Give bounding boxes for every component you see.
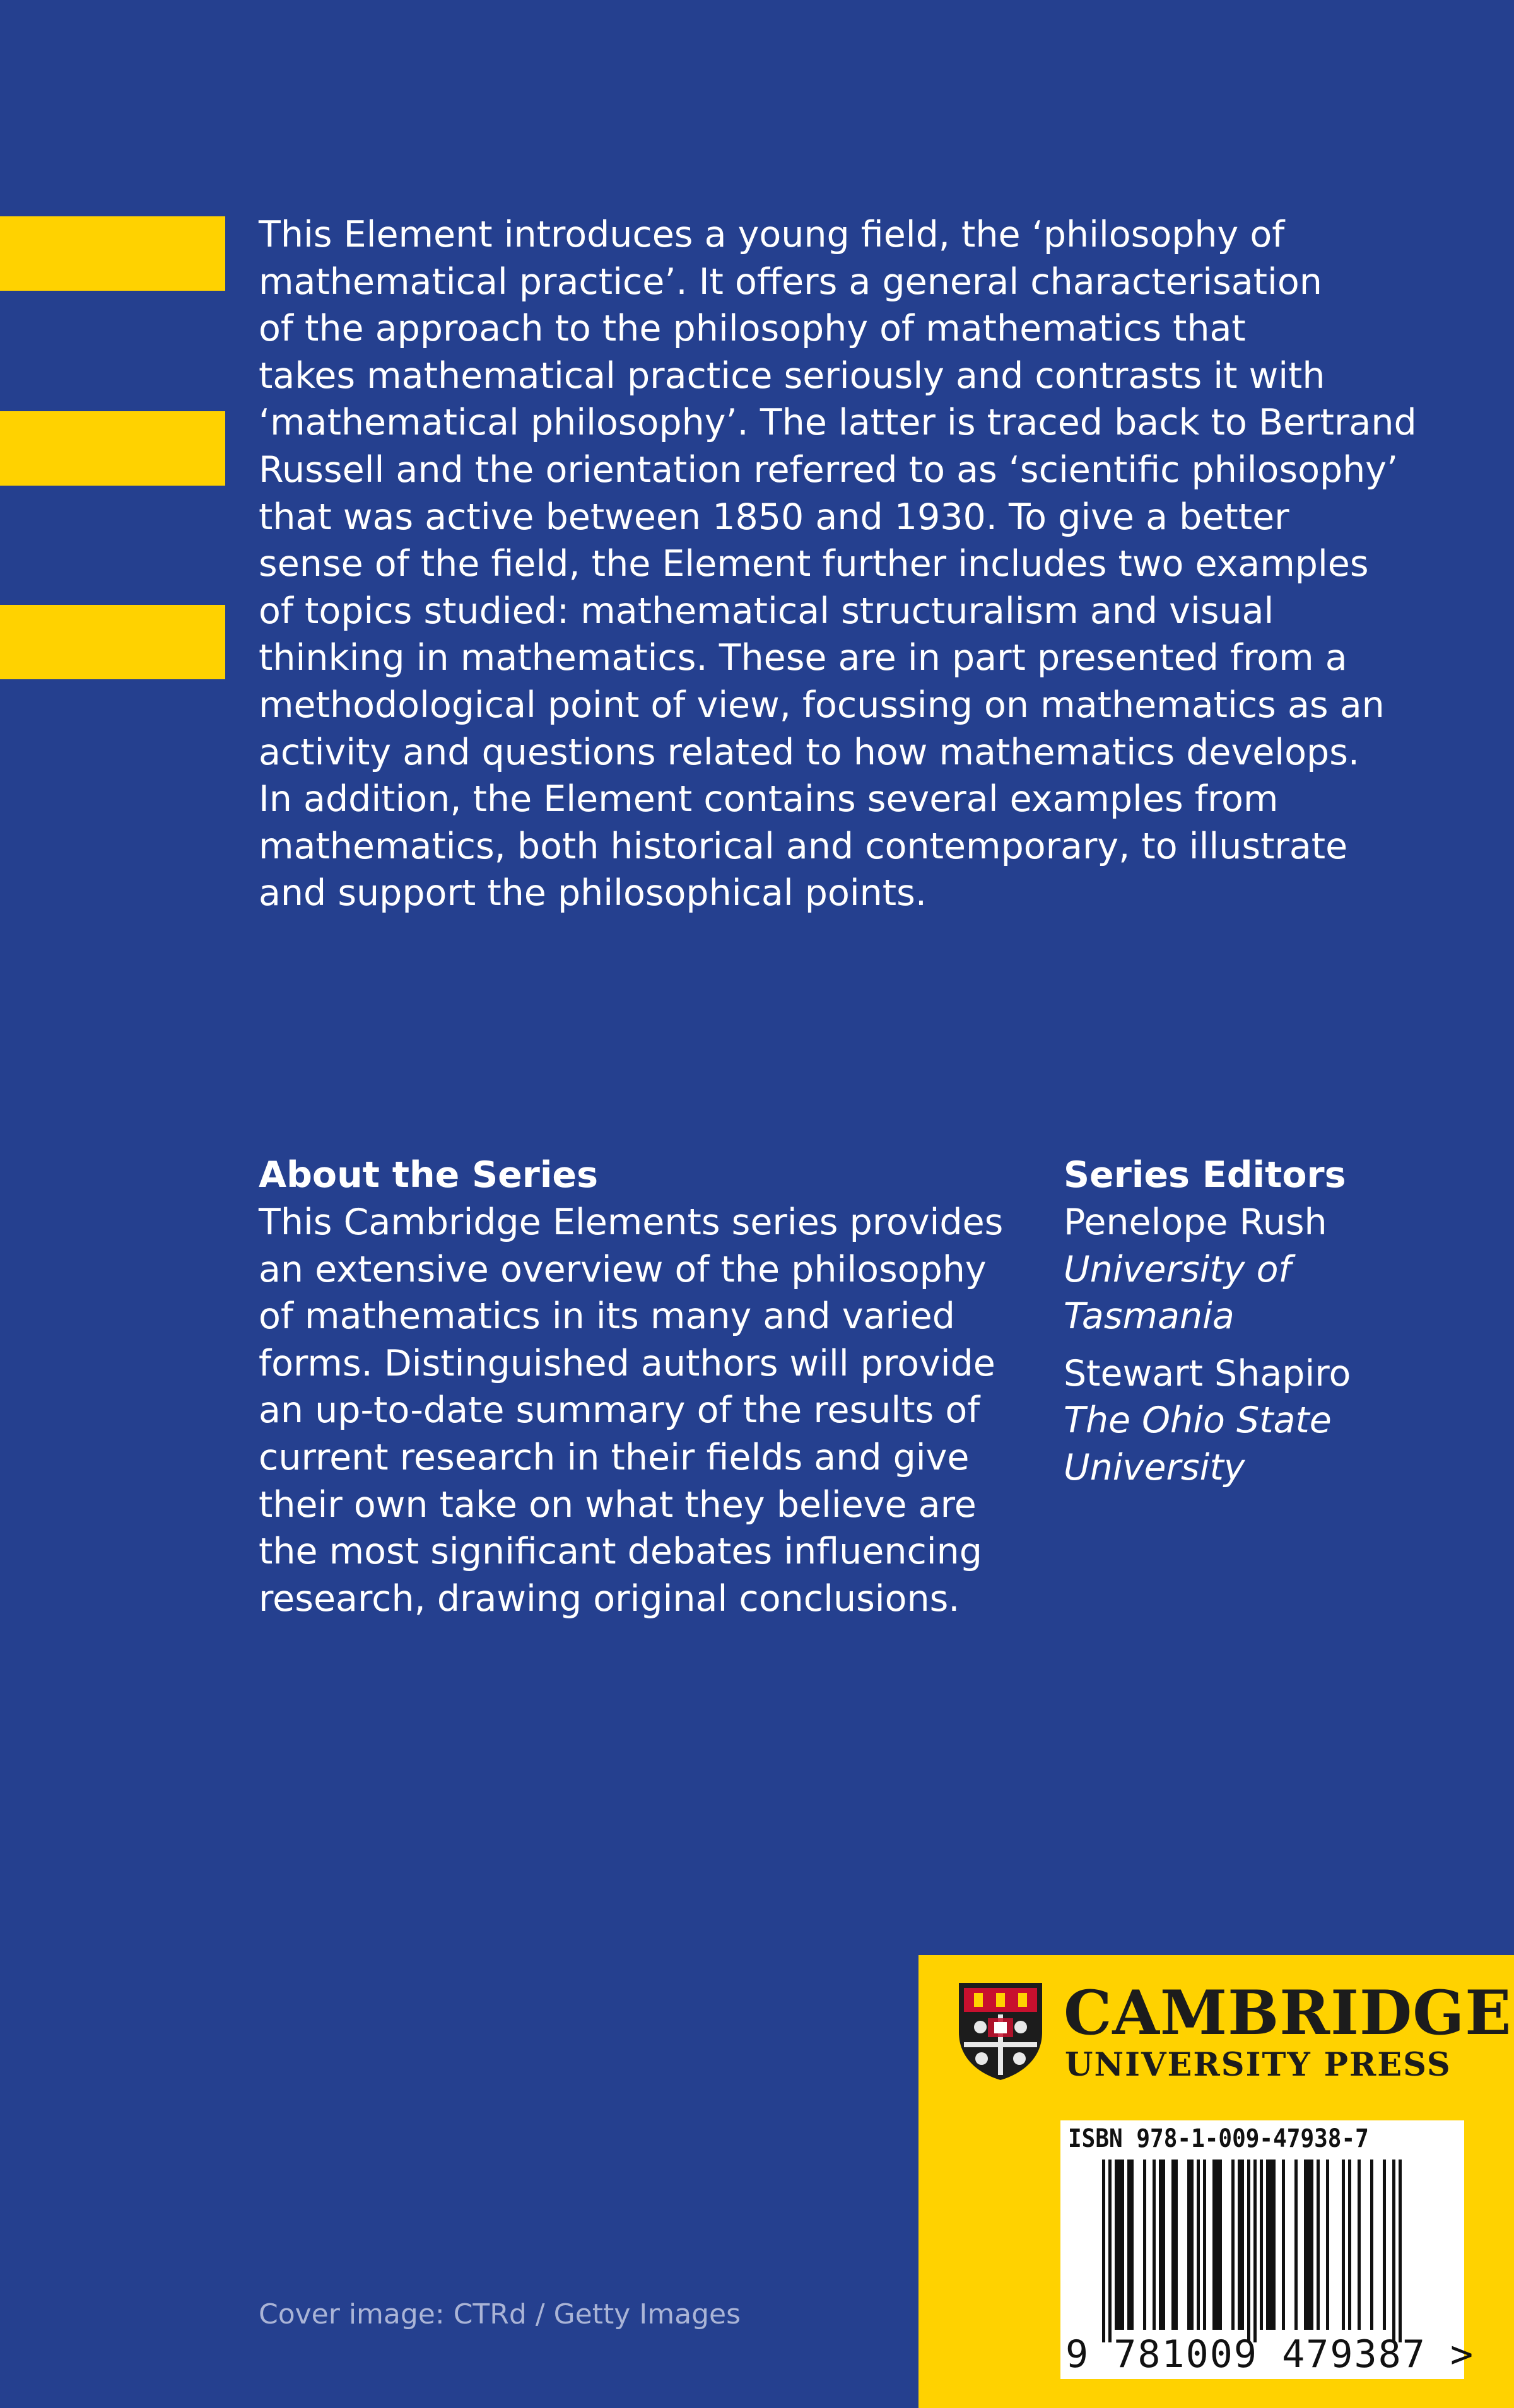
barcode-bar <box>1260 2160 1263 2330</box>
barcode-bar <box>1190 2160 1194 2330</box>
blurb-line: mathematics, both historical and contemporary, to illustrate <box>259 825 1348 867</box>
barcode-bar <box>1171 2160 1175 2330</box>
blurb-line: ‘mathematical philosophy’. The latter is traced back to Bertrand <box>259 402 1417 444</box>
about-series-heading: About the Series <box>259 1154 599 1196</box>
blurb-line: thinking in mathematics. These are in part presented from a <box>259 637 1347 679</box>
barcode-bar <box>1121 2160 1124 2330</box>
barcode-bar <box>1269 2160 1272 2330</box>
accent-bar-top <box>0 216 225 291</box>
blurb-line: of the approach to the philosophy of mathematics that <box>259 308 1246 350</box>
barcode-bar <box>1272 2160 1276 2330</box>
barcode-bar <box>1358 2160 1361 2330</box>
about-series-section <box>259 1152 1035 1622</box>
barcode-bar <box>1294 2160 1298 2330</box>
barcode-bar <box>1304 2160 1307 2330</box>
accent-bar-middle <box>0 411 225 486</box>
barcode-bar <box>1317 2160 1320 2330</box>
publisher-name: CAMBRIDGE <box>1064 1977 1512 2049</box>
barcode-bar <box>1310 2160 1313 2330</box>
barcode-bar <box>1143 2160 1146 2330</box>
blurb-line: This Element introduces a young field, the ‘philosophy of <box>259 214 1285 255</box>
barcode-bar <box>1197 2160 1200 2330</box>
barcode-bar <box>1238 2160 1241 2330</box>
about-line: the most significant debates influencing <box>259 1531 982 1573</box>
about-line: their own take on what they believe are <box>259 1483 977 1526</box>
editor-affiliation: University <box>1064 1446 1245 1488</box>
about-line: an extensive overview of the philosophy <box>259 1248 987 1290</box>
barcode-bar <box>1282 2160 1285 2330</box>
barcode-bar <box>1247 2160 1250 2342</box>
barcode-bar <box>1162 2160 1165 2330</box>
barcode-digits: 9 781009 479387 > <box>1065 2332 1475 2376</box>
about-line: forms. Distinguished authors will provide <box>259 1342 995 1384</box>
cover-image-credit: Cover image: CTRd / Getty Images <box>259 2298 741 2330</box>
barcode-bar <box>1130 2160 1134 2330</box>
barcode-bar <box>1383 2160 1386 2330</box>
publisher-logo <box>956 1977 1512 2088</box>
editor-name: Penelope Rush <box>1064 1201 1327 1243</box>
blurb-line: Russell and the orientation referred to as ‘scientific philosophy’ <box>259 448 1399 491</box>
blurb-line: mathematical practice’. It offers a general characterisation <box>259 260 1322 303</box>
accent-bar-bottom <box>0 605 225 679</box>
barcode-bar <box>1115 2160 1118 2330</box>
about-line: current research in their fields and give <box>259 1436 970 1478</box>
barcode-bar <box>1342 2160 1345 2330</box>
barcode-bar <box>1153 2160 1156 2330</box>
publisher-panel <box>918 1955 1514 2408</box>
blurb-line: In addition, the Element contains several examples from <box>259 778 1279 821</box>
barcode-bar <box>1219 2160 1222 2330</box>
blurb-line: takes mathematical practice seriously and contrasts it with <box>259 354 1325 397</box>
about-series-text <box>259 1199 1035 1622</box>
barcode-bar <box>1216 2160 1219 2330</box>
barcode-bar <box>1127 2160 1130 2330</box>
editor-affiliation: The Ohio State <box>1064 1400 1332 1442</box>
barcode-bar <box>1392 2160 1395 2342</box>
barcode-bar <box>1102 2160 1105 2342</box>
editor-affiliation: Tasmania <box>1064 1295 1235 1338</box>
series-editors-section <box>1064 1152 1417 1492</box>
barcode-bar <box>1187 2160 1190 2330</box>
blurb-line: of topics studied: mathematical structuralism and visual <box>259 590 1274 632</box>
blurb-line: methodological point of view, focussing on mathematics as an <box>259 684 1385 726</box>
barcode-bar <box>1348 2160 1351 2330</box>
barcode-bar <box>1108 2160 1112 2342</box>
barcode-bar <box>1253 2160 1257 2342</box>
barcode-bar <box>1231 2160 1235 2330</box>
book-blurb <box>259 211 1417 917</box>
barcode-bar <box>1212 2160 1216 2330</box>
barcode-bar <box>1118 2160 1121 2330</box>
barcode-bar <box>1370 2160 1373 2330</box>
blurb-line: activity and questions related to how mathematics develops. <box>259 731 1360 773</box>
barcode-bar <box>1399 2160 1402 2342</box>
barcode-bar <box>1159 2160 1162 2330</box>
isbn-barcode <box>1060 2120 1475 2379</box>
editor-affiliation: University of <box>1064 1248 1291 1290</box>
barcode-bars <box>1067 2160 1445 2342</box>
series-editors-heading: Series Editors <box>1064 1154 1346 1196</box>
cambridge-shield-icon <box>956 1980 1045 2081</box>
about-line: This Cambridge Elements series provides <box>259 1201 1004 1243</box>
about-line: research, drawing original conclusions. <box>259 1577 960 1620</box>
about-line: an up-to-date summary of the results of <box>259 1389 980 1432</box>
barcode-bar <box>1241 2160 1244 2330</box>
barcode-bar <box>1307 2160 1310 2330</box>
blurb-line: and support the philosophical points. <box>259 872 927 915</box>
publisher-subtitle: UNIVERSITY PRESS <box>1065 2046 1452 2084</box>
barcode-bar <box>1175 2160 1178 2330</box>
isbn-label: ISBN 978-1-009-47938-7 <box>1068 2124 1369 2153</box>
blurb-line: that was active between 1850 and 1930. To give a better <box>259 496 1289 538</box>
barcode-bar <box>1266 2160 1269 2330</box>
barcode-bar <box>1203 2160 1206 2330</box>
editor-name: Stewart Shapiro <box>1064 1352 1351 1394</box>
blurb-line: sense of the field, the Element further includes two examples <box>259 543 1369 585</box>
about-line: of mathematics in its many and varied <box>259 1295 955 1338</box>
barcode-bar <box>1326 2160 1329 2330</box>
